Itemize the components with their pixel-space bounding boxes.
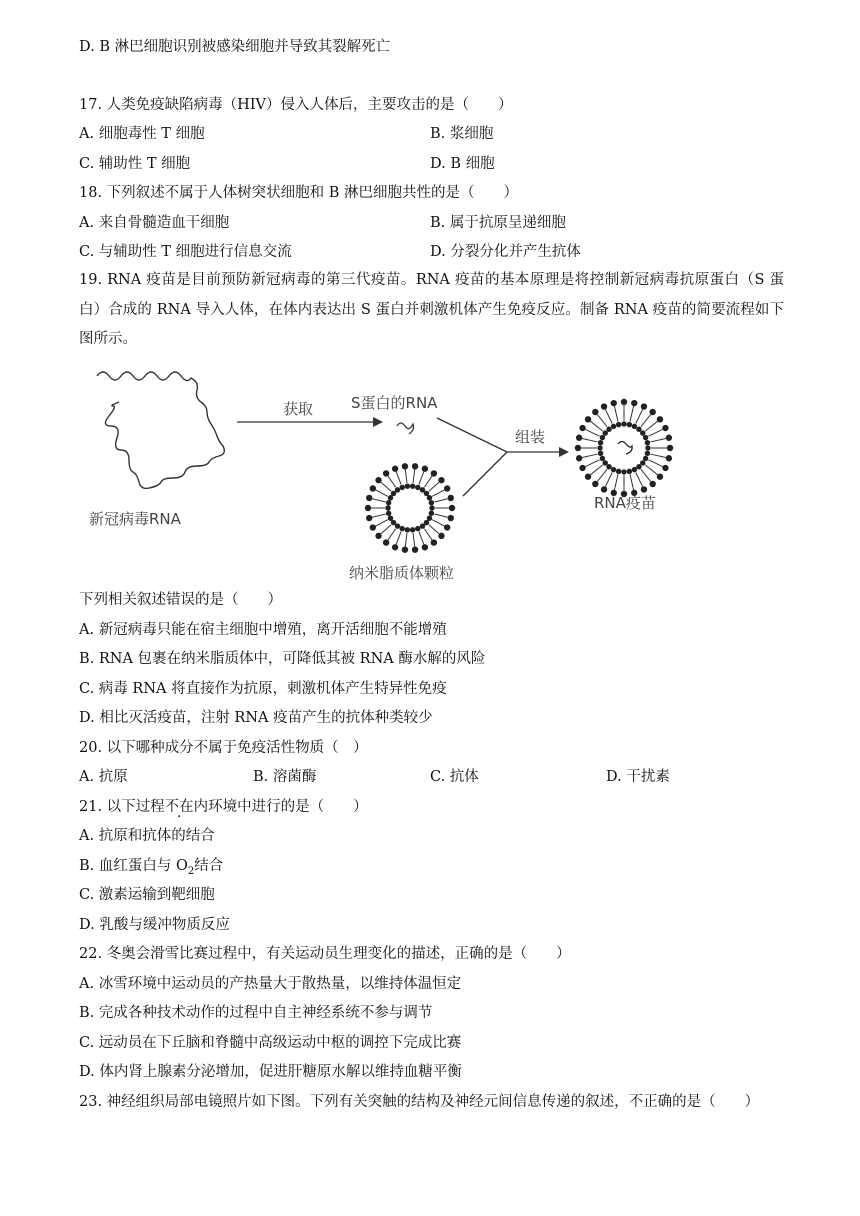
q21-option-b-subscript: 2	[187, 865, 195, 877]
q19-option-a: A. 新冠病毒只能在宿主细胞中增殖，离开活细胞不能增殖	[79, 622, 447, 638]
assemble-label: 组装	[515, 428, 546, 446]
s-protein-rna-strand-icon	[397, 423, 414, 434]
q17-option-c: C. 辅助性 T 细胞	[79, 156, 191, 172]
s-protein-rna-label: S蛋白的RNA	[351, 394, 438, 412]
q22-option-c: C. 远动员在下丘脑和脊髓中高级运动中枢的调控下完成比赛	[79, 1035, 462, 1051]
q21-stem	[79, 797, 368, 817]
q17-stem: 17. 人类免疫缺陷病毒（HIV）侵入人体后，主要攻击的是（ ）	[79, 97, 513, 113]
q19-question: 下列相关叙述错误的是（ ）	[79, 592, 282, 608]
nano-liposome-particle-icon	[365, 463, 455, 553]
q21-option-a: A. 抗原和抗体的结合	[79, 828, 215, 844]
q21-stem-end: 内环境中进行的是（ ）	[193, 799, 368, 815]
q19-option-c: C. 病毒 RNA 将直接作为抗原，刺激机体产生特异性免疫	[79, 681, 447, 697]
q22-option-d: D. 体内肾上腺素分泌增加，促进肝糖原水解以维持血糖平衡	[79, 1064, 462, 1080]
q18-option-b: B. 属于抗原呈递细胞	[430, 215, 566, 231]
q21-stem-emphasis: 不在	[164, 799, 194, 815]
q18-option-c: C. 与辅助性 T 细胞进行信息交流	[79, 244, 292, 260]
q16-option-d: D. B 淋巴细胞识别被感染细胞并导致其裂解死亡	[79, 39, 391, 55]
q21-stem-start: 21. 以下过程	[79, 799, 165, 815]
q20-option-d: D. 干扰素	[606, 769, 670, 785]
q20-option-c: C. 抗体	[430, 769, 479, 785]
q17-option-a: A. 细胞毒性 T 细胞	[79, 126, 205, 142]
q20-stem: 20. 以下哪种成分不属于免疫活性物质（ ）	[79, 740, 368, 756]
q20-option-a: A. 抗原	[79, 769, 128, 785]
encapsulated-rna-icon	[618, 442, 632, 455]
q18-stem: 18. 下列叙述不属于人体树突状细胞和 B 淋巴细胞共性的是（ ）	[79, 185, 519, 201]
q22-option-b: B. 完成各种技术动作的过程中自主神经系统不参与调节	[79, 1005, 433, 1021]
q17-option-d: D. B 细胞	[430, 156, 495, 172]
q21-option-c: C. 激素运输到靶细胞	[79, 887, 215, 903]
rna-vaccine-particle-icon	[575, 399, 673, 497]
q17-option-b: B. 浆细胞	[430, 126, 494, 142]
q20-option-b: B. 溶菌酶	[253, 769, 317, 785]
rna-vaccine-flow-diagram	[75, 356, 695, 588]
q21-option-b	[79, 856, 223, 882]
liposome-to-assembly-line	[463, 452, 507, 496]
rna-to-assembly-line	[437, 418, 507, 452]
q22-option-a: A. 冰雪环境中运动员的产热量大于散热量，以维持体温恒定	[79, 976, 462, 992]
rna-vaccine-label: RNA疫苗	[594, 494, 656, 512]
virus-rna-label: 新冠病毒RNA	[89, 510, 181, 528]
obtain-arrowhead-icon	[373, 417, 383, 427]
q21-option-b-end: 结合	[194, 858, 224, 874]
obtain-label: 获取	[283, 400, 314, 418]
virus-rna-strand-icon	[97, 372, 224, 488]
assemble-arrowhead-icon	[559, 447, 569, 457]
q21-option-b-start: B. 血红蛋白与 O	[79, 858, 188, 874]
q19-option-b: B. RNA 包裹在纳米脂质体中，可降低其被 RNA 酶水解的风险	[79, 651, 486, 667]
q23-stem: 23. 神经组织局部电镜照片如下图。下列有关突触的结构及神经元间信息传递的叙述，不正确的是（ ）	[79, 1094, 760, 1110]
q22-stem: 22. 冬奥会滑雪比赛过程中，有关运动员生理变化的描述，正确的是（ ）	[79, 946, 571, 962]
q19-stem: 19. RNA 疫苗是目前预防新冠病毒的第三代疫苗。RNA 疫苗的基本原理是将控制新冠病毒抗原蛋白（S 蛋白）合成的 RNA 导入人体，在体内表达出 S 蛋白并刺激机体产生免疫反应。制备 RNA 疫苗的简要流程如下图所示。	[79, 272, 784, 347]
q18-option-a: A. 来自骨髓造血干细胞	[79, 215, 230, 231]
q21-option-d: D. 乳酸与缓冲物质反应	[79, 917, 230, 933]
q18-option-d: D. 分裂分化并产生抗体	[430, 244, 581, 260]
q19-option-d: D. 相比灭活疫苗，注射 RNA 疫苗产生的抗体种类较少	[79, 710, 433, 726]
liposome-label: 纳米脂质体颗粒	[349, 564, 455, 582]
